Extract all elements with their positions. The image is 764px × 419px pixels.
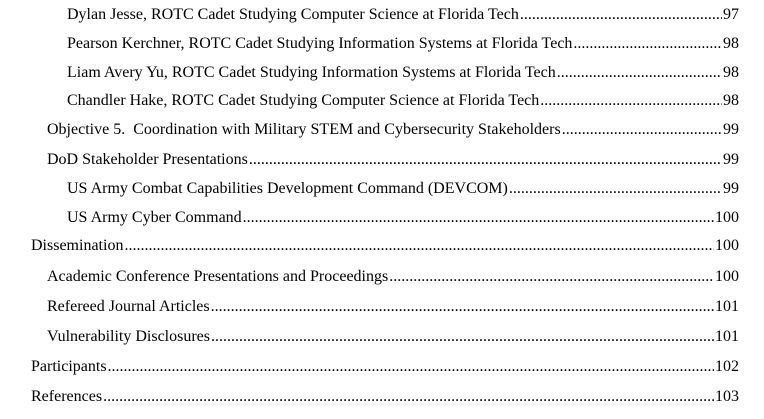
toc-entry-references[interactable] bbox=[31, 386, 739, 408]
dot-leader bbox=[243, 207, 714, 229]
toc-entry-dod-stakeholder-presentations[interactable] bbox=[47, 149, 739, 171]
toc-entry-page: 99 bbox=[723, 151, 739, 168]
toc-entry-page: 98 bbox=[723, 64, 739, 81]
toc-entry-title: US Army Combat Capabilities Development Command (DEVCOM) bbox=[67, 180, 508, 197]
toc-entry-title: References bbox=[31, 388, 103, 405]
toc-entry-title: Liam Avery Yu, ROTC Cadet Studying Information Systems at Florida Tech bbox=[67, 64, 556, 81]
dot-leader bbox=[249, 149, 722, 171]
toc-entry-dylan-jesse[interactable] bbox=[67, 4, 739, 26]
toc-entry-title: Dylan Jesse, ROTC Cadet Studying Computer Science at Florida Tech bbox=[67, 6, 519, 23]
toc-entry-title: Refereed Journal Articles bbox=[47, 298, 210, 315]
toc-entry-conference-presentations[interactable] bbox=[47, 266, 739, 288]
dot-leader bbox=[557, 62, 722, 84]
dot-leader bbox=[573, 33, 722, 55]
toc-entry-refereed-journal-articles[interactable] bbox=[47, 296, 739, 318]
toc-entry-vulnerability-disclosures[interactable] bbox=[47, 326, 739, 348]
toc-entry-devcom[interactable] bbox=[67, 178, 739, 200]
toc-entry-page: 98 bbox=[723, 35, 739, 52]
toc-entry-page: 100 bbox=[715, 268, 739, 285]
dot-leader bbox=[211, 326, 714, 348]
toc-entry-liam-avery-yu[interactable] bbox=[67, 62, 739, 84]
dot-leader bbox=[211, 296, 714, 318]
toc-entry-title: Chandler Hake, ROTC Cadet Studying Computer Science at Florida Tech bbox=[67, 92, 540, 109]
toc-entry-page: 98 bbox=[723, 92, 739, 109]
toc-entry-pearson-kerchner[interactable] bbox=[67, 33, 739, 55]
toc-entry-page: 99 bbox=[723, 121, 739, 138]
dot-leader bbox=[509, 178, 722, 200]
toc-entry-chandler-hake[interactable] bbox=[67, 90, 739, 112]
toc-entry-objective-5[interactable] bbox=[47, 119, 739, 141]
dot-leader bbox=[540, 90, 722, 112]
toc-entry-title: Dissemination bbox=[31, 237, 124, 254]
toc-entry-page: 100 bbox=[715, 209, 739, 226]
toc-entry-page: 101 bbox=[715, 298, 739, 315]
toc-entry-title: Pearson Kerchner, ROTC Cadet Studying Information Systems at Florida Tech bbox=[67, 35, 573, 52]
toc-entry-page: 100 bbox=[715, 237, 739, 254]
toc-entry-page: 101 bbox=[715, 328, 739, 345]
toc-entry-page: 102 bbox=[715, 358, 739, 375]
dot-leader bbox=[520, 4, 722, 26]
toc-entry-dissemination[interactable] bbox=[31, 235, 739, 257]
toc-entry-title: US Army Cyber Command bbox=[67, 209, 242, 226]
toc-entry-title: Objective 5. Coordination with Military STEM and Cybersecurity Stakeholders bbox=[47, 121, 561, 138]
toc-entry-page: 99 bbox=[723, 180, 739, 197]
toc-entry-page: 97 bbox=[723, 6, 739, 23]
dot-leader bbox=[389, 266, 714, 288]
toc-entry-title: DoD Stakeholder Presentations bbox=[47, 151, 248, 168]
toc-entry-page: 103 bbox=[715, 388, 739, 405]
toc-entry-title: Academic Conference Presentations and Proceedings bbox=[47, 268, 389, 285]
toc-entry-participants[interactable] bbox=[31, 356, 739, 378]
dot-leader bbox=[562, 119, 722, 141]
toc-entry-army-cyber-command[interactable] bbox=[67, 207, 739, 229]
dot-leader bbox=[103, 386, 714, 408]
dot-leader bbox=[108, 356, 714, 378]
dot-leader bbox=[124, 235, 714, 257]
toc-entry-title: Vulnerability Disclosures bbox=[47, 328, 211, 345]
toc-entry-title: Participants bbox=[31, 358, 107, 375]
